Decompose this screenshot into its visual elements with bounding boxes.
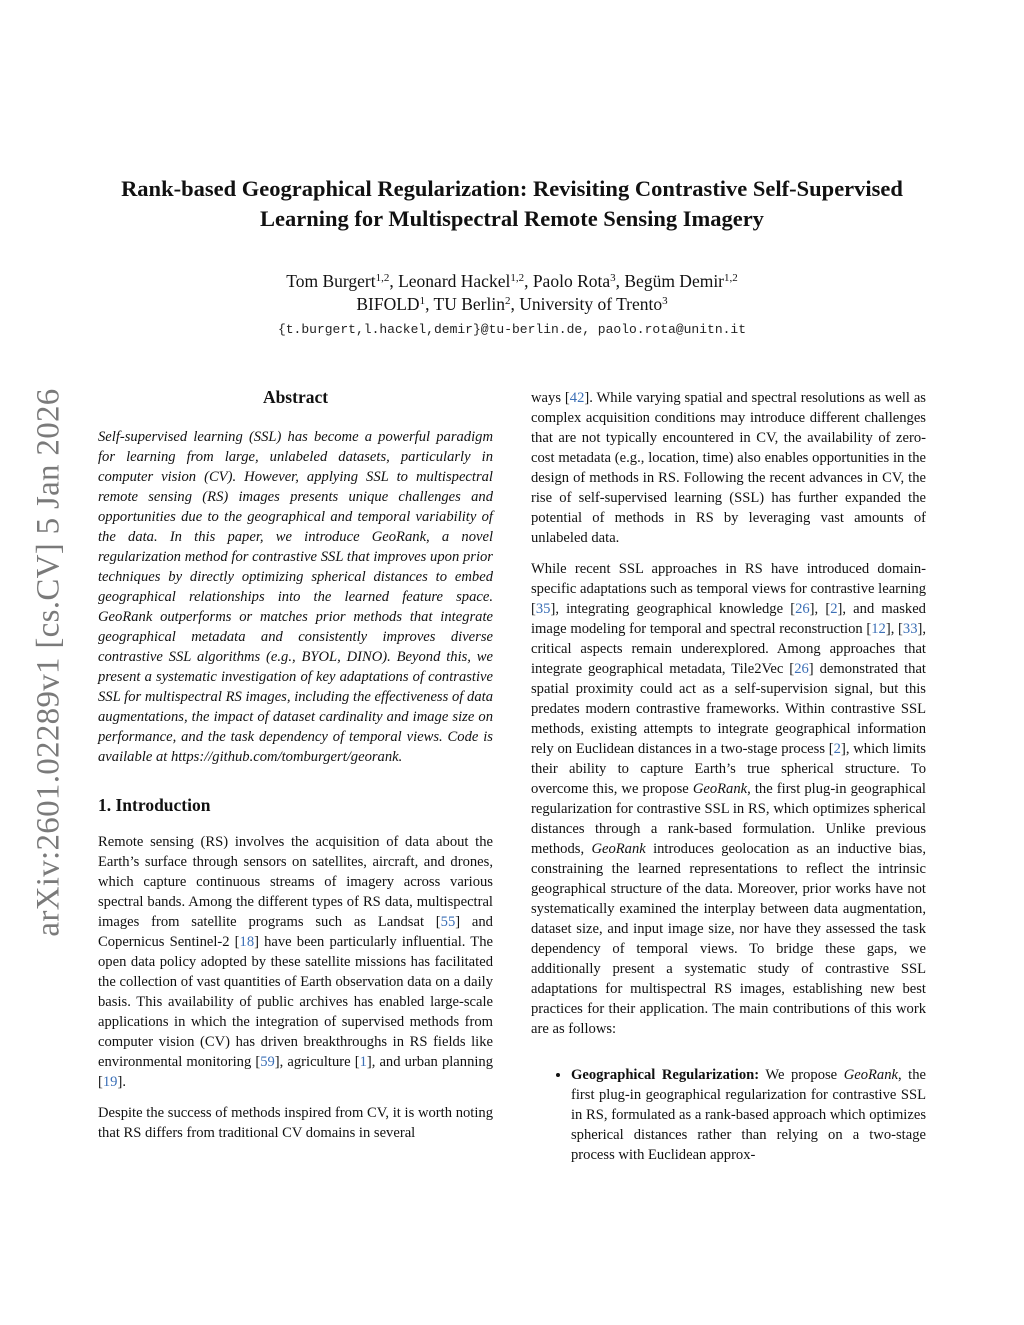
- bullet-label: Geographical Regularization:: [571, 1067, 760, 1083]
- title-line-1: Rank-based Geographical Regularization: Revisiting Contrastive Self-Supervised: [121, 176, 903, 201]
- section-heading-introduction: 1. Introduction: [98, 795, 211, 815]
- text-run: introduces geolocation as an inductive bias, constraining the learned representations to reflect the intrinsic geographical structure of the data. Moreover, prior works have not systematically examined the interplay between data augmentation, dataset size, and input image size, nor have they assessed the task dependency of temporal views. To bridge these gaps, we additionally present a systematic study of contrastive SSL adaptations for multispectral RS images, establishing new best practices for their application. The main contributions of this work are as follows:: [531, 841, 926, 1037]
- citation-link[interactable]: 19: [102, 1074, 118, 1090]
- text-run: , the first plug-in geographical regularization for contrastive SSL in RS, which optimizes spherical distances through a rank-based formulation. Unlike previous methods,: [531, 781, 926, 857]
- separator: ,: [389, 271, 399, 291]
- text-run: ] demonstrated that spatial proximity could act as a self-supervision signal, but this predates modern contrastive frameworks. Within contrastive SSL methods, existing attempts to integrate geographical information rely on Euclidean distances in a two-stage process [: [531, 661, 926, 757]
- intro-paragraph-4: [531, 559, 926, 1039]
- intro-paragraph-3: [531, 388, 926, 548]
- citation-link[interactable]: 2: [833, 741, 841, 757]
- arxiv-identifier: [26, 380, 72, 945]
- text-run: ] have been particularly influential. The open data policy adopted by these satellite missions has facilitated the collection of vast quantities of Earth observation data on a daily basis. This availability of public archives has enabled large-scale applications in which the integration of supervised methods from computer vision (CV) has driven breakthroughs in RS fields like environmental monitoring [: [98, 934, 493, 1070]
- method-name: GeoRank: [692, 781, 748, 797]
- text-run: ], which limits their ability to capture Earth’s true spherical structure. To overcome this, we propose: [531, 741, 926, 797]
- affiliation: TU Berlin: [433, 294, 505, 314]
- separator: ,: [615, 271, 625, 291]
- paper-title: [80, 174, 944, 234]
- author-name: Tom Burgert: [286, 271, 376, 291]
- text-run: ], critical aspects remain underexplored. Among approaches that integrate geographical metadata, Tile2Vec [: [531, 621, 926, 677]
- author-name: Leonard Hackel: [398, 271, 511, 291]
- text-run: ways [: [531, 390, 570, 406]
- affil-mark: 2: [504, 295, 511, 307]
- author-block: [80, 270, 944, 316]
- text-run: ], [: [885, 621, 903, 637]
- intro-paragraph-1: [98, 832, 493, 1092]
- text-run: ], [: [809, 601, 831, 617]
- citation-link[interactable]: 26: [795, 601, 810, 617]
- affil-mark: 1: [419, 295, 426, 307]
- title-line-2: Learning for Multispectral Remote Sensing Imagery: [260, 206, 764, 231]
- author-affil-mark: 1,2: [724, 272, 738, 284]
- text-run: ], agriculture [: [274, 1054, 360, 1070]
- text-run: We propose: [759, 1067, 844, 1083]
- author-affil-mark: 1,2: [375, 272, 390, 284]
- separator: ,: [524, 271, 533, 291]
- text-run: ], and masked image modeling for temporal and spectral reconstruction [: [531, 601, 926, 637]
- citation-link[interactable]: 55: [440, 914, 456, 930]
- author-emails: {t.burgert,l.hackel,demir}@tu-berlin.de, paolo.rota@unitn.it: [277, 322, 747, 337]
- text-run: ]. While varying spatial and spectral resolutions as well as complex acquisition conditions may introduce different challenges that are not typically encountered in CV, the availability of zero-cost metadata (e.g., location, time) also enables opportunities in the design of methods in RS. Following the recent advances in CV, the rise of self-supervised learning (SSL) has further expanded the potential of methods in RS by leveraging vast amounts of unlabeled data.: [531, 390, 926, 546]
- intro-paragraph-2: Despite the success of methods inspired from CV, it is worth noting that RS differs from traditional CV domains in several: [98, 1105, 493, 1141]
- citation-link[interactable]: 18: [239, 934, 255, 950]
- text-run: While recent SSL approaches in RS have introduced domain-specific adaptations such as temporal views for contrastive learning [: [531, 561, 926, 617]
- affil-mark: 3: [662, 295, 668, 307]
- affiliation: BIFOLD: [356, 294, 420, 314]
- text-run: ].: [117, 1074, 126, 1090]
- author-names: [80, 270, 944, 293]
- method-name: GeoRank: [591, 841, 646, 857]
- affiliation: University of Trento: [519, 294, 663, 314]
- author-affil-mark: 1,2: [510, 272, 525, 284]
- text-run: , the first plug-in geographical regularization for contrastive SSL in RS, formulated as a rank-based approach which optimizes spherical distances rather than relying on a two-stage process with Euclidean approx-: [571, 1067, 926, 1163]
- arxiv-identifier-text: arXiv:2601.02289v1 [cs.CV] 5 Jan 2026: [30, 388, 67, 937]
- citation-link[interactable]: 59: [260, 1054, 275, 1070]
- citation-link[interactable]: 12: [871, 621, 886, 637]
- citation-link[interactable]: 42: [569, 390, 585, 406]
- affiliations: [80, 293, 944, 316]
- author-name: Begüm Demir: [624, 271, 725, 291]
- text-run: Remote sensing (RS) involves the acquisition of data about the Earth’s surface through sensors on satellites, aircraft, and drones, which capture continuous streams of imagery across various spectral bands. Among the different types of RS data, multispectral images from satellite programs such as Landsat [: [98, 834, 493, 930]
- author-name: Paolo Rota: [532, 271, 611, 291]
- list-item: [571, 1065, 926, 1165]
- contributions-list: [531, 1065, 926, 1165]
- separator: ,: [425, 294, 434, 314]
- abstract-heading: Abstract: [262, 387, 329, 407]
- citation-link[interactable]: 35: [535, 601, 551, 617]
- abstract-text: Self-supervised learning (SSL) has become a powerful paradigm for learning from large, unlabeled datasets, particularly in computer vision (CV). However, applying SSL to multispectral remote sensing (RS) images presents unique challenges and opportunities due to the geographical and temporal variability of the data. In this paper, we introduce GeoRank, a novel regularization method for contrastive SSL that improves upon prior techniques by directly optimizing spherical distances to embed geographical relationships into the learned feature space. GeoRank outperforms or matches prior methods that integrate geographical metadata and consistently improves diverse contrastive SSL algorithms (e.g., BYOL, DINO). Beyond this, we present a systematic investigation of key adaptations of contrastive SSL for multispectral RS images, including the effectiveness of data augmentations, the impact of dataset cardinality and image size on performance, and the task dependency of temporal views. Code is available at https://github.com/tomburgert/georank.: [98, 429, 493, 765]
- method-name: GeoRank: [843, 1067, 898, 1083]
- citation-link[interactable]: 1: [359, 1054, 367, 1070]
- citation-link[interactable]: 33: [902, 621, 918, 637]
- author-affil-mark: 3: [610, 272, 616, 284]
- text-run: ] and Copernicus Sentinel-2 [: [98, 914, 493, 950]
- text-run: ], and urban planning [: [98, 1054, 494, 1090]
- text-run: ], integrating geographical knowledge [: [550, 601, 796, 617]
- citation-link[interactable]: 2: [830, 601, 838, 617]
- separator: ,: [510, 294, 520, 314]
- left-column: [98, 386, 493, 1154]
- citation-link[interactable]: 26: [794, 661, 809, 677]
- right-column: [531, 388, 926, 1165]
